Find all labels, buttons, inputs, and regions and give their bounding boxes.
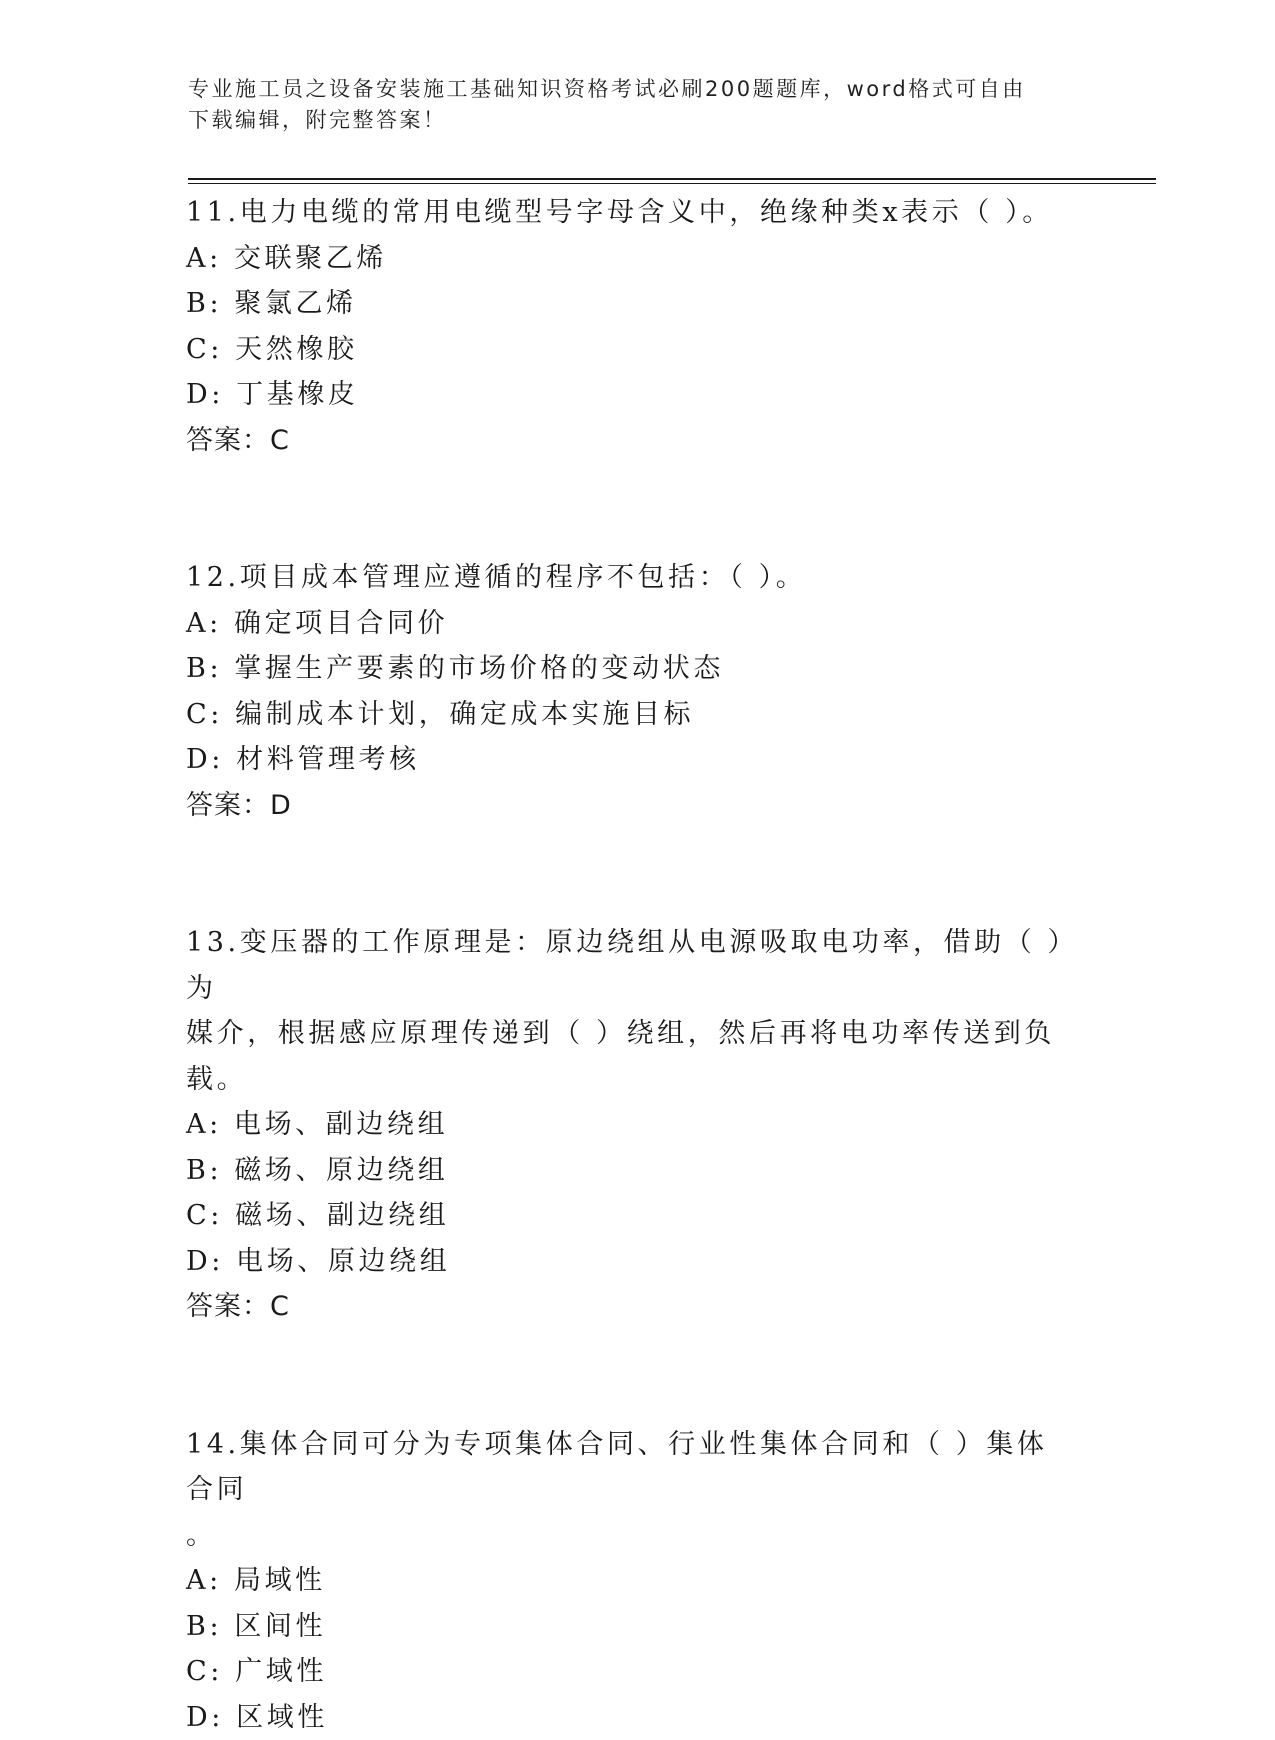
document-header xyxy=(188,74,1068,136)
question-spacer xyxy=(186,828,1076,920)
question-stem-line-1: 13.变压器的工作原理是：原边绕组从电源吸取电功率，借助（ ）为 xyxy=(186,920,1076,1011)
answer-line: 答案：C xyxy=(186,418,1076,464)
answer-line: 答案：D xyxy=(186,783,1076,829)
option-d: D: 区域性 xyxy=(186,1695,1076,1740)
option-d: D: 材料管理考核 xyxy=(186,737,1076,783)
header-line-1: 专业施工员之设备安装施工基础知识资格考试必刷200题题库，word格式可自由 xyxy=(188,74,1068,105)
question-list xyxy=(186,190,1076,1740)
option-c: C: 编制成本计划，确定成本实施目标 xyxy=(186,692,1076,738)
option-c: C: 磁场、副边绕组 xyxy=(186,1193,1076,1239)
question-13 xyxy=(186,920,1076,1330)
answer-line: 答案：C xyxy=(186,1284,1076,1330)
question-11 xyxy=(186,190,1076,463)
header-line-2: 下载编辑，附完整答案！ xyxy=(188,105,1068,136)
question-spacer xyxy=(186,1330,1076,1422)
option-b: B: 区间性 xyxy=(186,1604,1076,1650)
question-stem-line-2: 。 xyxy=(186,1513,1076,1559)
question-stem-line-2: 媒介，根据感应原理传递到（ ）绕组，然后再将电功率传送到负载。 xyxy=(186,1011,1076,1102)
option-a: A: 确定项目合同价 xyxy=(186,601,1076,647)
option-a: A: 电场、副边绕组 xyxy=(186,1102,1076,1148)
option-c: C: 天然橡胶 xyxy=(186,327,1076,373)
option-b: B: 磁场、原边绕组 xyxy=(186,1148,1076,1194)
header-divider-thick xyxy=(188,178,1156,180)
option-a: A: 交联聚乙烯 xyxy=(186,236,1076,282)
option-a: A: 局域性 xyxy=(186,1558,1076,1604)
option-b: B: 聚氯乙烯 xyxy=(186,281,1076,327)
header-divider-thin xyxy=(188,183,1156,184)
question-spacer xyxy=(186,463,1076,555)
option-c: C: 广域性 xyxy=(186,1649,1076,1695)
question-stem: 12.项目成本管理应遵循的程序不包括：（ ）。 xyxy=(186,555,1076,601)
option-d: D: 电场、原边绕组 xyxy=(186,1239,1076,1285)
question-12 xyxy=(186,555,1076,828)
option-d: D: 丁基橡皮 xyxy=(186,372,1076,418)
question-stem-line-1: 14.集体合同可分为专项集体合同、行业性集体合同和（ ）集体合同 xyxy=(186,1422,1076,1513)
option-b: B: 掌握生产要素的市场价格的变动状态 xyxy=(186,646,1076,692)
question-14 xyxy=(186,1422,1076,1740)
question-stem: 11.电力电缆的常用电缆型号字母含义中，绝缘种类x表示（ ）。 xyxy=(186,190,1076,236)
